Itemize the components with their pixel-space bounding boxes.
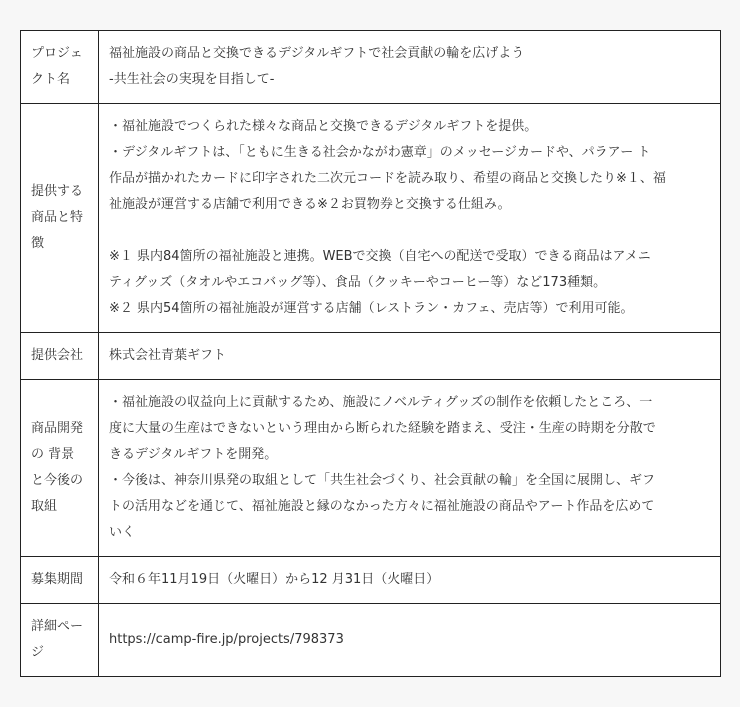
value-provider: 株式会社青葉ギフト: [99, 333, 721, 380]
paragraph-gap: [109, 218, 710, 244]
value-detail-page: [99, 604, 721, 677]
right-margin: [720, 30, 740, 677]
value-project-name: 福祉施設の商品と交換できるデジタルギフトで社会貢献の輪を広げよう -共生社会の実現を目指して-: [99, 31, 721, 104]
value-background: ・福祉施設の収益向上に貢献するため、施設にノベルティグッズの制作を依頼したところ、一 度に大量の生産はできないという理由から断られた経験を踏まえ、受注・生産の時期を分散で きるデジタルギフトを開発。 ・今後は、神奈川県発の取組として「共生社会づくり、社会貢献の輪」を全国に展開し、ギフ トの活用などを通じて、福祉施設と縁のなかった方々に福祉施設の商品やアート作品を広めて いく: [99, 380, 721, 557]
bottom-margin: [0, 677, 740, 707]
left-margin: [0, 30, 20, 677]
project-info-table: [20, 30, 721, 677]
row-product-features: [21, 104, 721, 333]
label-background: 商品開発 の 背景 と今後の 取組: [21, 380, 99, 557]
row-recruitment-period: [21, 557, 721, 604]
label-project-name: プロジェ クト名: [21, 31, 99, 104]
row-provider: [21, 333, 721, 380]
value-recruitment-period: 令和６年11月19日（火曜日）から12 月31日（火曜日）: [99, 557, 721, 604]
top-margin: [0, 0, 740, 30]
label-recruitment-period: 募集期間: [21, 557, 99, 604]
label-provider: 提供会社: [21, 333, 99, 380]
row-detail-page: [21, 604, 721, 677]
value-product-features: ・福祉施設でつくられた様々な商品と交換できるデジタルギフトを提供。 ・デジタルギフトは、「ともに生きる社会かながわ憲章」のメッセージカードや、パラアー ト 作品が描かれたカードに印字された二次元コードを読み取り、希望の商品と交換したり※１、福 祉施設が運営する店舗で利用できる※２お買物券と交換する仕組み。 ※１ 県内84箇所の福祉施設と連携。WEBで交換（自宅への配送で受取）できる商品はアメニ ティグッズ（タオルやエコバッグ等）、食品（クッキーやコーヒー等）など173種類。 ※２ 県内54箇所の福祉施設が運営する店舗（レストラン・カフェ、売店等）で利用可能。: [99, 104, 721, 333]
label-detail-page: 詳細ペー ジ: [21, 604, 99, 677]
detail-page-url: https://camp-fire.jp/projects/798373: [109, 632, 344, 647]
row-project-name: [21, 31, 721, 104]
label-product-features: 提供する 商品と特 徴: [21, 104, 99, 333]
row-background: [21, 380, 721, 557]
